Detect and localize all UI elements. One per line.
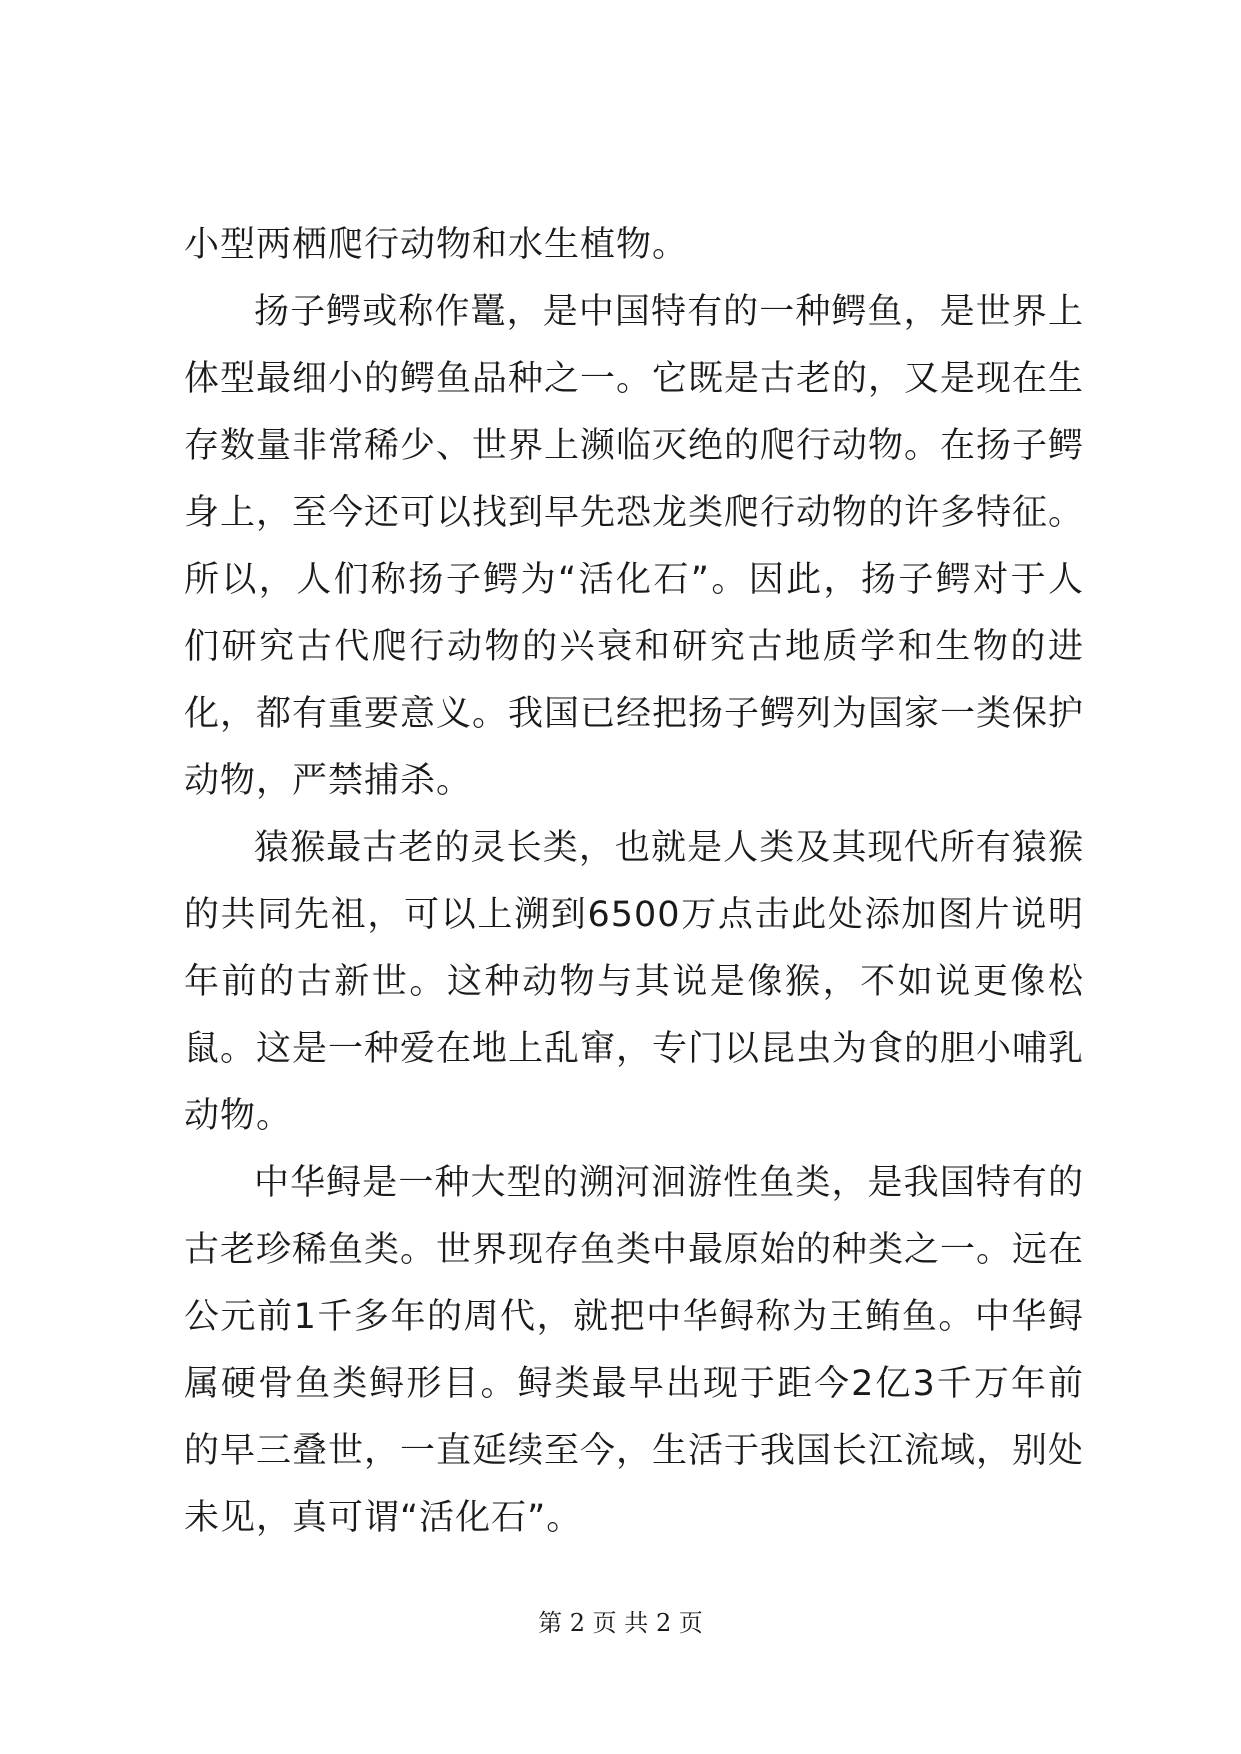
page-number-label: 第 2 页 共 2 页: [538, 1609, 703, 1637]
paragraph-sturgeon: 中华鲟是一种大型的溯河洄游性鱼类，是我国特有的古老珍稀鱼类。世界现存鱼类中最原始的种类之一。远在公元前1千多年的周代，就把中华鲟称为王鲔鱼。中华鲟属硬骨鱼类鲟形目。鲟类最早出现于距今2亿3千万年前的早三叠世，一直延续至今，生活于我国长江流域，别处未见，真可谓“活化石”。: [184, 1163, 1085, 1538]
paragraph-primate: 猿猴最古老的灵长类，也就是人类及其现代所有猿猴的共同先祖，可以上溯到6500万点击此处添加图片说明年前的古新世。这种动物与其说是像猴，不如说更像松鼠。这是一种爱在地上乱窜，专门以昆虫为食的胆小哺乳动物。: [184, 828, 1085, 1136]
page-footer: [0, 1608, 1241, 1638]
paragraph-1: 小型两栖爬行动物和水生植物。: [184, 225, 689, 265]
paragraph-alligator: 扬子鳄或称作鼍，是中国特有的一种鳄鱼，是世界上体型最细小的鳄鱼品种之一。它既是古老的，又是现在生存数量非常稀少、世界上濒临灭绝的爬行动物。在扬子鳄身上，至今还可以找到早先恐龙类爬行动物的许多特征。所以，人们称扬子鳄为“活化石”。因此，扬子鳄对于人们研究古代爬行动物的兴衰和研究古地质学和生物的进化，都有重要意义。我国已经把扬子鳄列为国家一类保护动物，严禁捕杀。: [184, 292, 1085, 801]
document-body: [184, 212, 1084, 1552]
